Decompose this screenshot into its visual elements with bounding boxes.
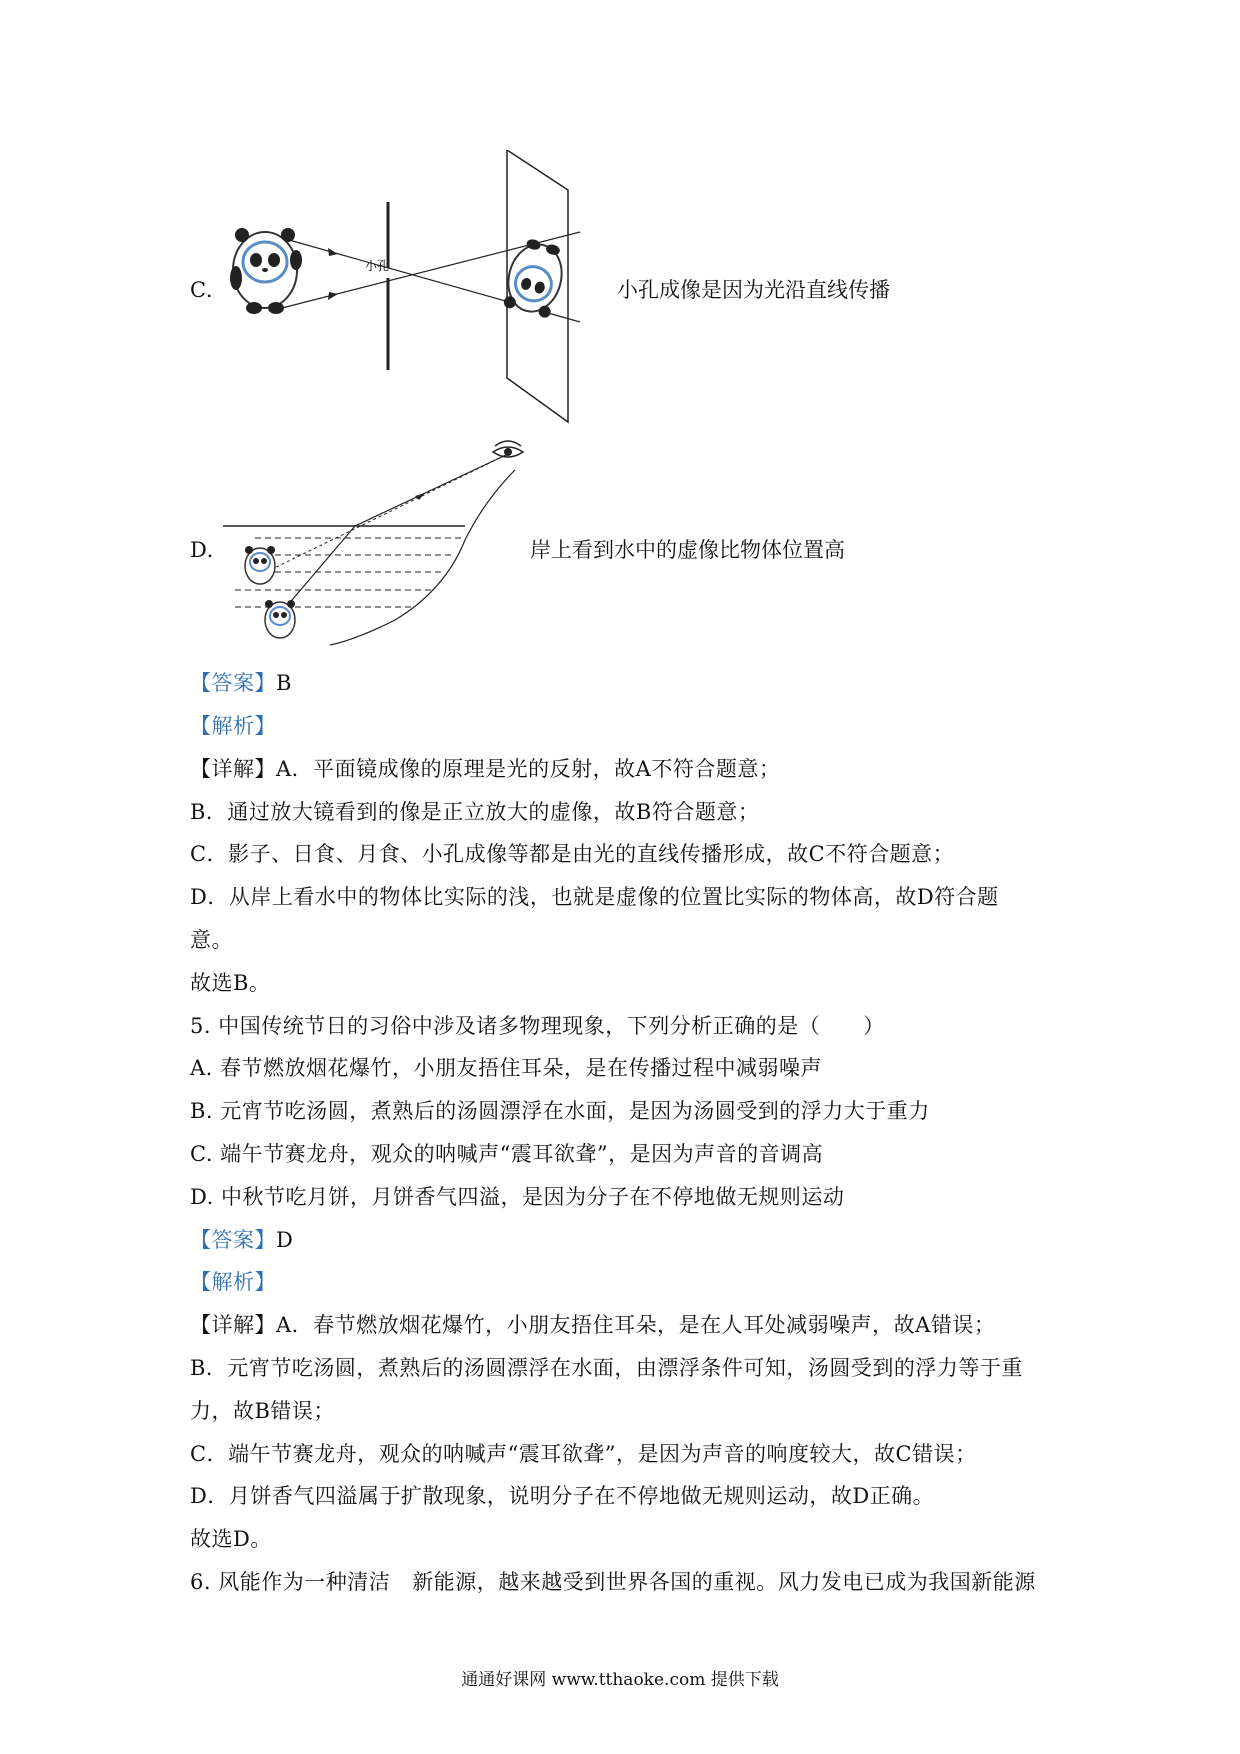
answer-value: B bbox=[276, 671, 292, 695]
q4-detail-b: B．通过放大镜看到的像是正立放大的虚像，故B符合题意； bbox=[190, 800, 760, 824]
q6-stem-part2: 新能源，越来越受到世界各国的重视。风力发电已成为我国新能源 bbox=[412, 1570, 1036, 1594]
panda-image-icon bbox=[501, 236, 570, 320]
q5-detail-b: B．元宵节吃汤圆，煮熟后的汤圆漂浮在水面，由漂浮条件可知，汤圆受到的浮力等于重 bbox=[190, 1356, 1023, 1380]
q5-detail-d: D．月饼香气四溢属于扩散现象，说明分子在不停地做无规则运动，故D正确。 bbox=[190, 1484, 935, 1508]
q5-detail-a bbox=[190, 1311, 995, 1339]
q4-analysis-tag: 【解析】 bbox=[190, 714, 276, 738]
q6-stem-part1: 6. 风能作为一种清洁 bbox=[190, 1570, 391, 1594]
q5-detail-c: C．端午节赛龙舟，观众的呐喊声“震耳欲聋”，是因为声音的响度较大，故C错误； bbox=[190, 1442, 977, 1466]
page-footer: 通通好课网 www.tthaoke.com 提供下载 bbox=[461, 1670, 779, 1690]
q6-stem bbox=[190, 1568, 1036, 1596]
q5-option-d: D. 中秋节吃月饼，月饼香气四溢，是因为分子在不停地做无规则运动 bbox=[190, 1185, 845, 1209]
q5-answer bbox=[190, 1226, 293, 1254]
q5-option-c: C. 端午节赛龙舟，观众的呐喊声“震耳欲聋”，是因为声音的音调高 bbox=[190, 1142, 824, 1166]
answer-tag: 【答案】 bbox=[190, 671, 276, 695]
refraction-diagram bbox=[215, 440, 535, 660]
detail-text: A．春节燃放烟花爆竹，小朋友捂住耳朵，是在人耳处减弱噪声，故A错误； bbox=[276, 1313, 996, 1337]
panda-virtual-image-icon bbox=[245, 546, 275, 584]
option-d-caption: 岸上看到水中的虚像比物体位置高 bbox=[530, 538, 845, 562]
q4-answer bbox=[190, 669, 292, 697]
q4-detail-d-cont: 意。 bbox=[190, 928, 233, 952]
answer-value: D bbox=[276, 1228, 294, 1252]
q4-detail-a bbox=[190, 755, 780, 783]
q5-stem: 5. 中国传统节日的习俗中涉及诸多物理现象，下列分析正确的是（ ） bbox=[190, 1014, 885, 1038]
q5-detail-b-cont: 力，故B错误； bbox=[190, 1399, 335, 1423]
q4-detail-d: D．从岸上看水中的物体比实际的浅，也就是虚像的位置比实际的物体高，故D符合题 bbox=[190, 885, 999, 909]
option-c-caption: 小孔成像是因为光沿直线传播 bbox=[617, 278, 890, 302]
detail-tag: 【详解】 bbox=[190, 1313, 276, 1337]
q4-conclusion: 故选B。 bbox=[190, 971, 271, 995]
q5-analysis-tag: 【解析】 bbox=[190, 1270, 276, 1294]
panda-object-icon bbox=[265, 600, 295, 638]
q4-detail-c: C．影子、日食、月食、小孔成像等都是由光的直线传播形成，故C不符合题意； bbox=[190, 842, 955, 866]
answer-tag: 【答案】 bbox=[190, 1228, 276, 1252]
q5-option-a: A. 春节燃放烟花爆竹，小朋友捂住耳朵，是在传播过程中减弱噪声 bbox=[190, 1056, 823, 1080]
option-d-label: D. bbox=[190, 538, 214, 562]
hole-label: 小孔 bbox=[365, 259, 390, 273]
option-c-label: C. bbox=[190, 278, 213, 302]
q5-conclusion: 故选D。 bbox=[190, 1527, 272, 1551]
pinhole-diagram bbox=[220, 150, 610, 430]
q5-option-b: B. 元宵节吃汤圆，煮熟后的汤圆漂浮在水面，是因为汤圆受到的浮力大于重力 bbox=[190, 1099, 930, 1123]
detail-text: A．平面镜成像的原理是光的反射，故A不符合题意； bbox=[276, 757, 781, 781]
detail-tag: 【详解】 bbox=[190, 757, 276, 781]
